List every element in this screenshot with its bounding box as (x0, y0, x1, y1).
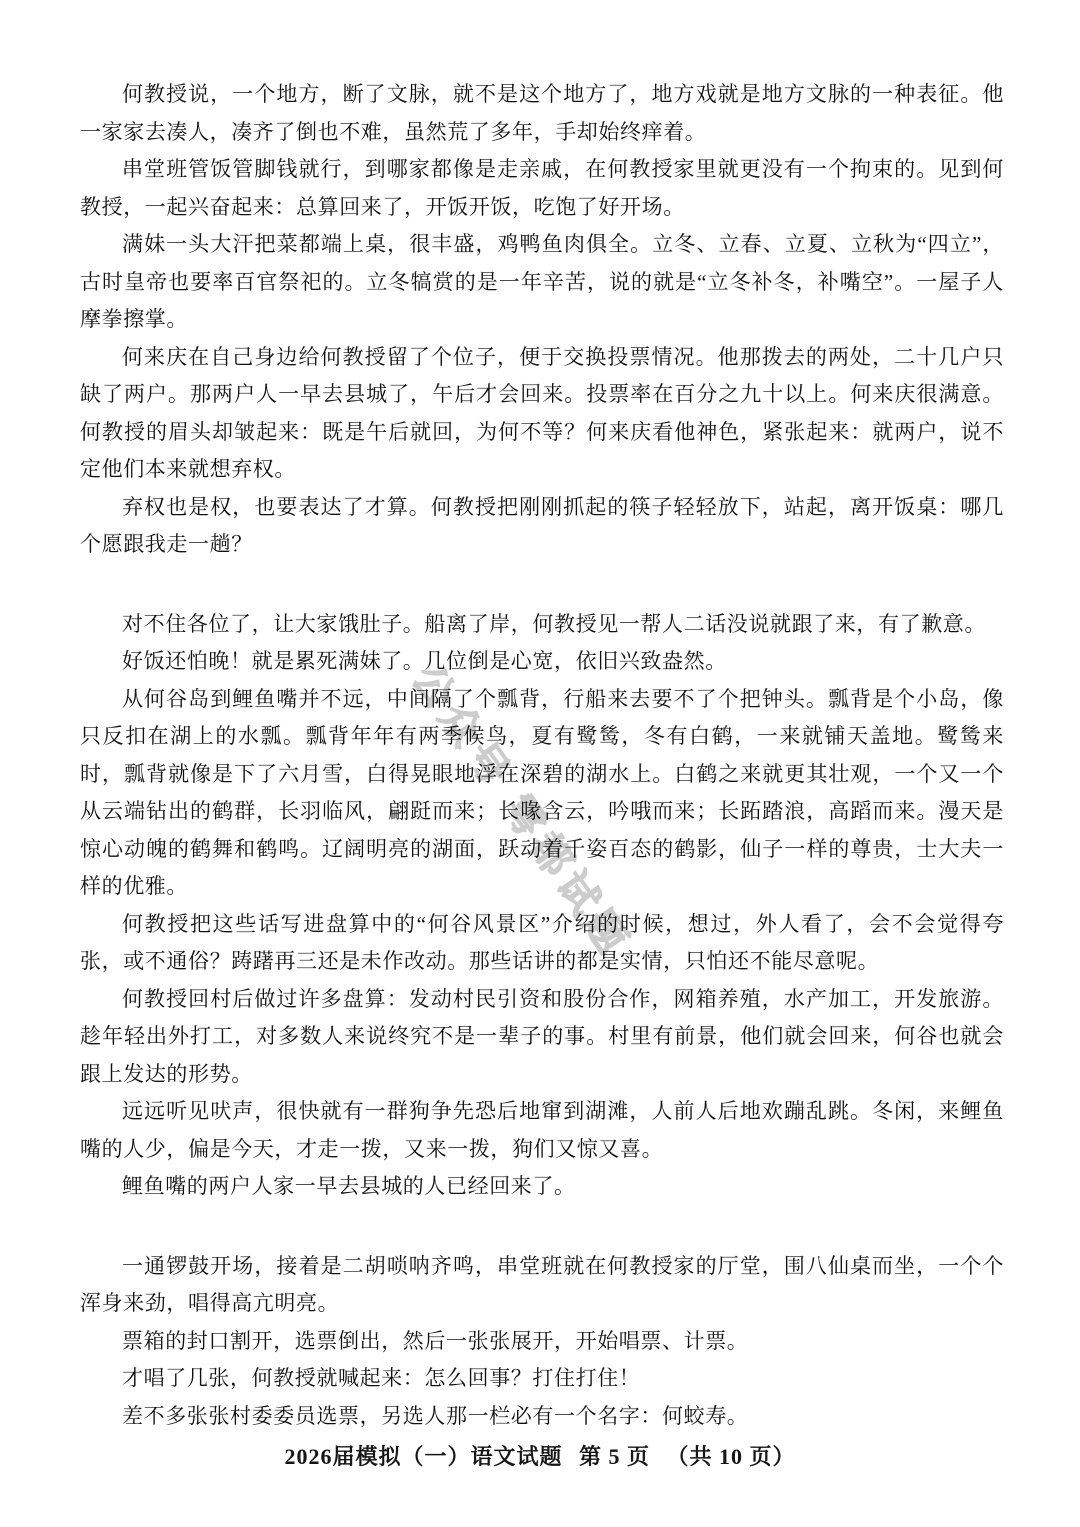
passage (80, 76, 1004, 1435)
paragraph: 从何谷岛到鲤鱼嘴并不远，中间隔了个瓢背，行船来去要不了个把钟头。瓢背是个小岛，像只反扣在湖上的水瓢。瓢背年年有两季候鸟，夏有鹭鸶，冬有白鹤，一来就铺天盖地。鹭鸶来时，瓢背就像是下了六月雪，白得晃眼地浮在深碧的湖水上。白鹤之来就更其壮观，一个又一个从云端钻出的鹤群，长羽临风，翩跹而来；长喙含云，吟哦而来；长跖踏浪，高蹈而来。漫天是惊心动魄的鹤舞和鹤鸣。辽阔明亮的湖面，跃动着千姿百态的鹤影，仙子一样的尊贵，士大夫一样的优雅。 (80, 686, 1004, 898)
watermark: 公众号 雩都试题 (403, 657, 640, 967)
footer-page-number: 第 5 页 (578, 1444, 650, 1469)
paragraph: 何教授把这些话写进盘算中的“何谷风景区”介绍的时候，想过，外人看了，会不会觉得夸张，或不通俗？踌躇再三还是未作改动。那些话讲的都是实情，只怕还不能尽意呢。 (80, 911, 1004, 973)
page-footer (0, 1440, 1080, 1471)
paragraph: 票箱的封口割开，选票倒出，然后一张张展开，开始唱票、计票。 (122, 1328, 749, 1353)
paragraph: 满妹一头大汗把菜都端上桌，很丰盛，鸡鸭鱼肉俱全。立冬、立春、立夏、立秋为“四立”，古时皇帝也要率百官祭祀的。立冬犒赏的是一年辛苦，说的就是“立冬补冬，补嘴空”。一屋子人摩拳擦掌。 (80, 232, 1004, 331)
paragraph: 一通锣鼓开场，接着是二胡唢呐齐鸣，串堂班就在何教授家的厅堂，围八仙桌而坐，一个个浑身来劲，唱得高亢明亮。 (80, 1253, 1004, 1315)
footer-exam-title: 2026届模拟（一）语文试题 (284, 1444, 563, 1469)
paragraph: 何教授回村后做过许多盘算：发动村民引资和股份合作，网箱养殖，水产加工，开发旅游。趁年轻出外打工，对多数人来说终究不是一辈子的事。村里有前景，他们就会回来，何谷也就会跟上发达的形势。 (80, 986, 1004, 1086)
footer-total-pages: （共 10 页） (666, 1444, 796, 1469)
paragraph: 远远听见吠声，很快就有一群狗争先恐后地窜到湖滩，人前人后地欢蹦乱跳。冬闲，来鲤鱼嘴的人少，偏是今天，才走一拨，又来一拨，狗们又惊又喜。 (80, 1099, 1004, 1161)
paragraph: 串堂班管饭管脚钱就行，到哪家都像是走亲戚，在何教授家里就更没有一个拘束的。见到何教授，一起兴奋起来：总算回来了，开饭开饭，吃饱了好开场。 (80, 157, 1004, 219)
paragraph: 差不多张张村委委员选票，另选人那一栏必有一个名字：何蛟寿。 (122, 1403, 749, 1428)
paragraph: 才唱了几张，何教授就喊起来：怎么回事？打住打住！ (122, 1366, 641, 1390)
paragraph: 对不住各位了，让大家饿肚子。船离了岸，何教授见一帮人二话没说就跟了来，有了歉意。 (122, 611, 986, 636)
paragraph: 好饭还怕晚！就是累死满妹了。几位倒是心宽，依旧兴致盎然。 (122, 649, 727, 673)
paragraph: 何来庆在自己身边给何教授留了个位子，便于交换投票情况。他那拨去的两处，二十几户只缺了两户。那两户人一早去县城了，午后才会回来。投票率在百分之九十以上。何来庆很满意。何教授的眉头却皱起来：既是午后就回，为何不等？何来庆看他神色，紧张起来：就两户，说不定他们本来就想弃权。 (80, 344, 1004, 481)
paragraph: 何教授说，一个地方，断了文脉，就不是这个地方了，地方戏就是地方文脉的一种表征。他一家家去凑人，凑齐了倒也不难，虽然荒了多年，手却始终痒着。 (80, 82, 1004, 144)
paragraph: 弃权也是权，也要表达了才算。何教授把刚刚抓起的筷子轻轻放下，站起，离开饭桌：哪几个愿跟我走一趟？ (80, 494, 1004, 556)
paragraph: 鲤鱼嘴的两户人家一早去县城的人已经回来了。 (122, 1174, 576, 1198)
